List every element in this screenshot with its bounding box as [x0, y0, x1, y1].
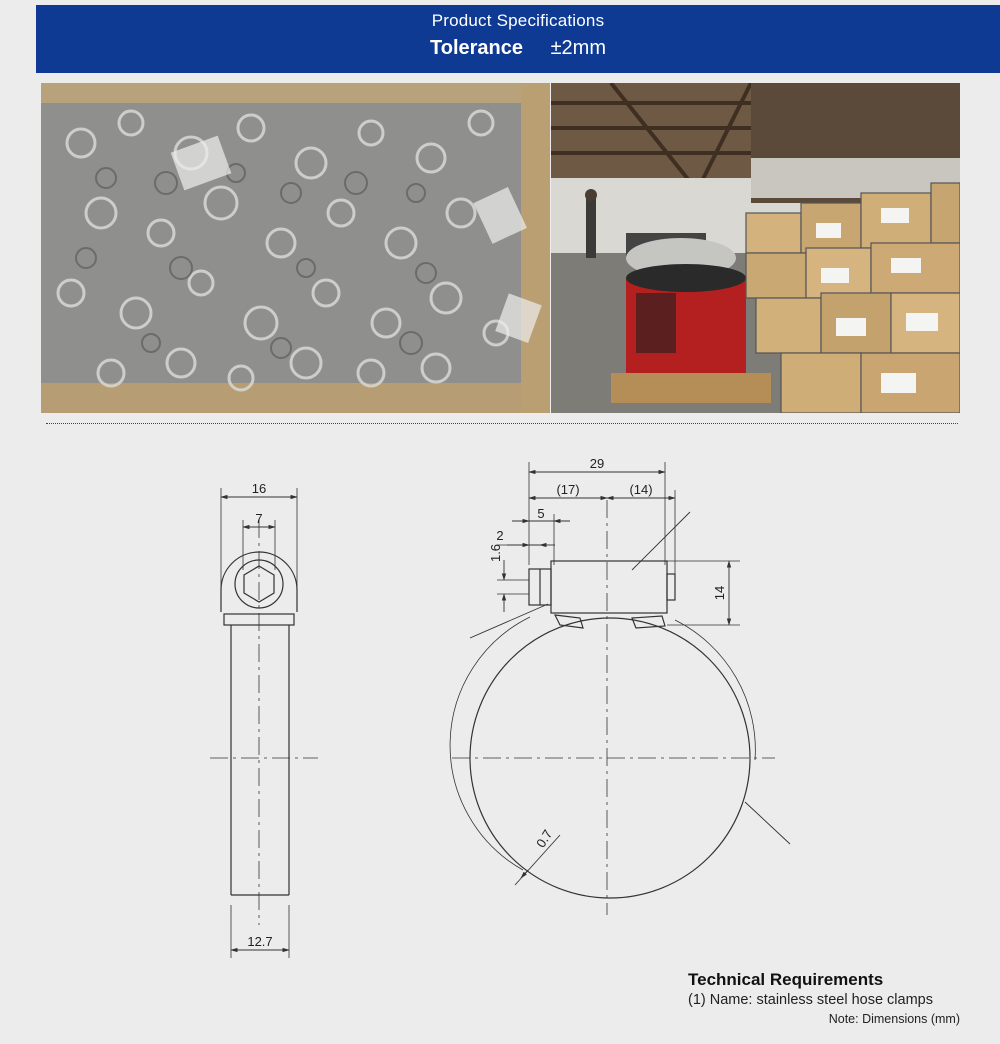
dim-width-band: 12.7 — [247, 934, 273, 949]
dim-overall-length: 29 — [589, 456, 605, 471]
tolerance-label: Tolerance — [430, 37, 523, 59]
tech-line-name: (1) Name: stainless steel hose clamps — [688, 992, 933, 1008]
dim-1-6: 1.6 — [488, 543, 503, 563]
dim-5: 5 — [537, 506, 545, 521]
dim-band-thickness: 0.7 — [533, 826, 556, 851]
tolerance-row — [36, 37, 1000, 60]
dim-left-length: (17) — [556, 482, 580, 497]
tech-title: Technical Requirements — [688, 970, 884, 989]
tech-note: Note: Dimensions (mm) — [828, 1012, 960, 1026]
photo-clamps-in-bags — [41, 83, 550, 413]
dim-width-top: 16 — [251, 481, 267, 496]
side-view — [210, 488, 318, 958]
tolerance-value: ±2mm — [550, 37, 606, 59]
dim-right-length: (14) — [629, 482, 653, 497]
spec-header — [36, 5, 1000, 73]
dim-housing-height: 14 — [712, 585, 727, 601]
header-subtitle: Product Specifications — [431, 11, 605, 30]
technical-requirements — [680, 970, 960, 1026]
photo-warehouse — [551, 83, 960, 413]
dim-width-inner: 7 — [255, 511, 263, 526]
technical-drawing — [0, 430, 1000, 970]
dim-2: 2 — [496, 528, 504, 543]
section-divider — [46, 423, 958, 424]
